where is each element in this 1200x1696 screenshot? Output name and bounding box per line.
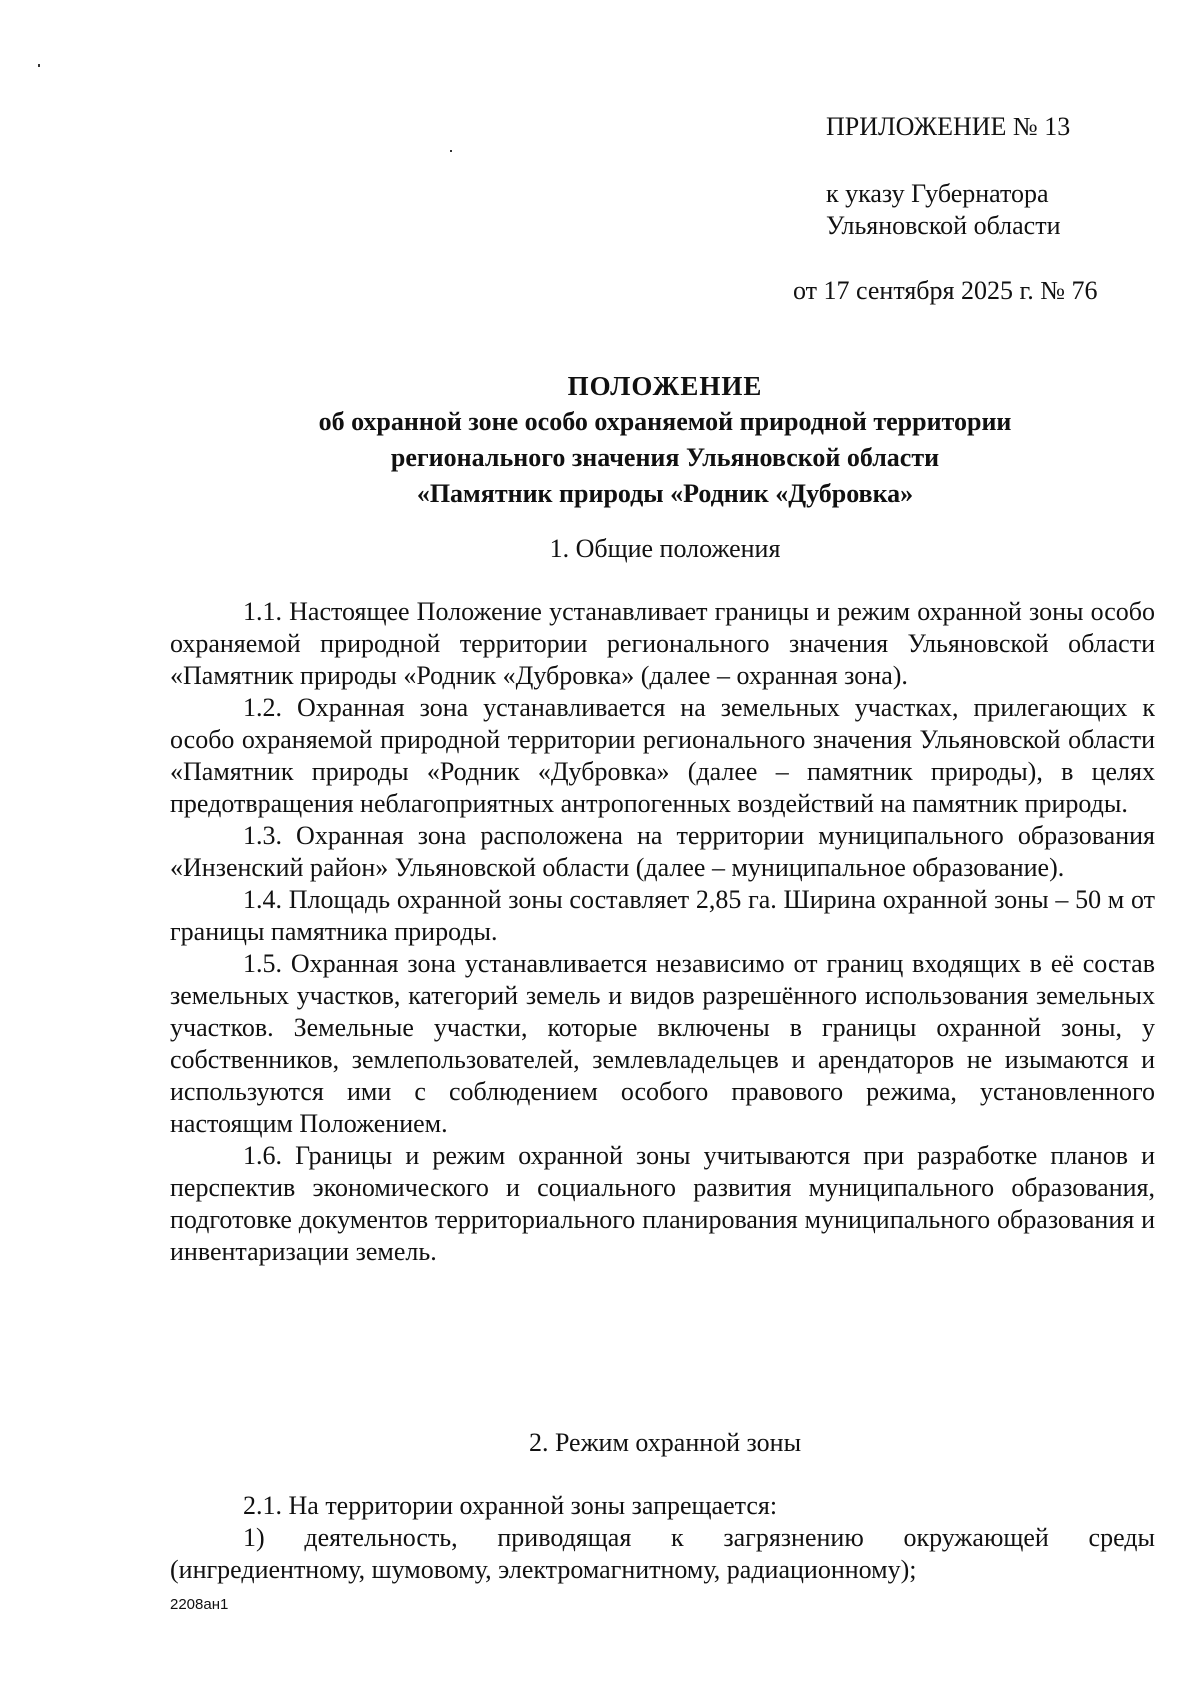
- decree-reference: [826, 178, 1060, 242]
- scan-speck: [450, 150, 452, 152]
- scan-speck: [38, 64, 40, 67]
- document-title: [170, 368, 1160, 512]
- section-1-body: [170, 596, 1155, 1268]
- paragraph: 1.5. Охранная зона устанавливается независимо от границ входящих в её состав земельных участков, категорий земель и видов разрешённого использования земельных участков. Земельные участки, которые включены в границы охранной зоны, у собственников, землепользователей, землевладельцев и арендаторов не изымаются и используются ими с соблюдением особого правового режима, установленного настоящим Положением.: [170, 949, 1155, 1138]
- section-2-body: [170, 1490, 1155, 1586]
- title-line: регионального значения Ульяновской области: [390, 443, 940, 472]
- paragraph: 2.1. На территории охранной зоны запрещается:: [243, 1491, 778, 1520]
- appendix-number: ПРИЛОЖЕНИЕ № 13: [826, 112, 1071, 141]
- decree-reference-line: к указу Губернатора: [826, 179, 1049, 208]
- paragraph: 1) деятельность, приводящая к загрязнению окружающей среды (ингредиентному, шумовому, электромагнитному, радиационному);: [170, 1523, 1155, 1584]
- paragraph: 1.2. Охранная зона устанавливается на земельных участках, прилегающих к особо охраняемой природной территории регионального значения Ульяновской области «Памятник природы «Родник «Дубровка» (далее – памятник природы), в целях предотвращения неблагоприятных антропогенных воздействий на памятник природы.: [170, 693, 1155, 818]
- paragraph: 1.4. Площадь охранной зоны составляет 2,85 га. Ширина охранной зоны – 50 м от границы памятника природы.: [170, 885, 1155, 946]
- title-main: ПОЛОЖЕНИЕ: [567, 371, 763, 401]
- paragraph: 1.6. Границы и режим охранной зоны учитываются при разработке планов и перспектив экономического и социального развития муниципального образования, подготовке документов территориального планирования муниципального образования и инвентаризации земель.: [170, 1141, 1155, 1266]
- section-heading: 2. Режим охранной зоны: [528, 1428, 802, 1457]
- document-code: 2208ан1: [170, 1596, 229, 1613]
- title-line: об охранной зоне особо охраняемой природной территории: [318, 407, 1012, 436]
- paragraph: 1.1. Настоящее Положение устанавливает границы и режим охранной зоны особо охраняемой природной территории регионального значения Ульяновской области «Памятник природы «Родник «Дубровка» (далее – охранная зона).: [170, 597, 1155, 690]
- decree-reference-line: Ульяновской области: [826, 211, 1061, 240]
- paragraph: 1.3. Охранная зона расположена на территории муниципального образования «Инзенский район» Ульяновской области (далее – муниципальное образование).: [170, 821, 1155, 882]
- section-heading: 1. Общие положения: [549, 534, 781, 563]
- decree-date: от 17 сентября 2025 г. № 76: [793, 276, 1098, 305]
- title-line: «Памятник природы «Родник «Дубровка»: [416, 479, 914, 508]
